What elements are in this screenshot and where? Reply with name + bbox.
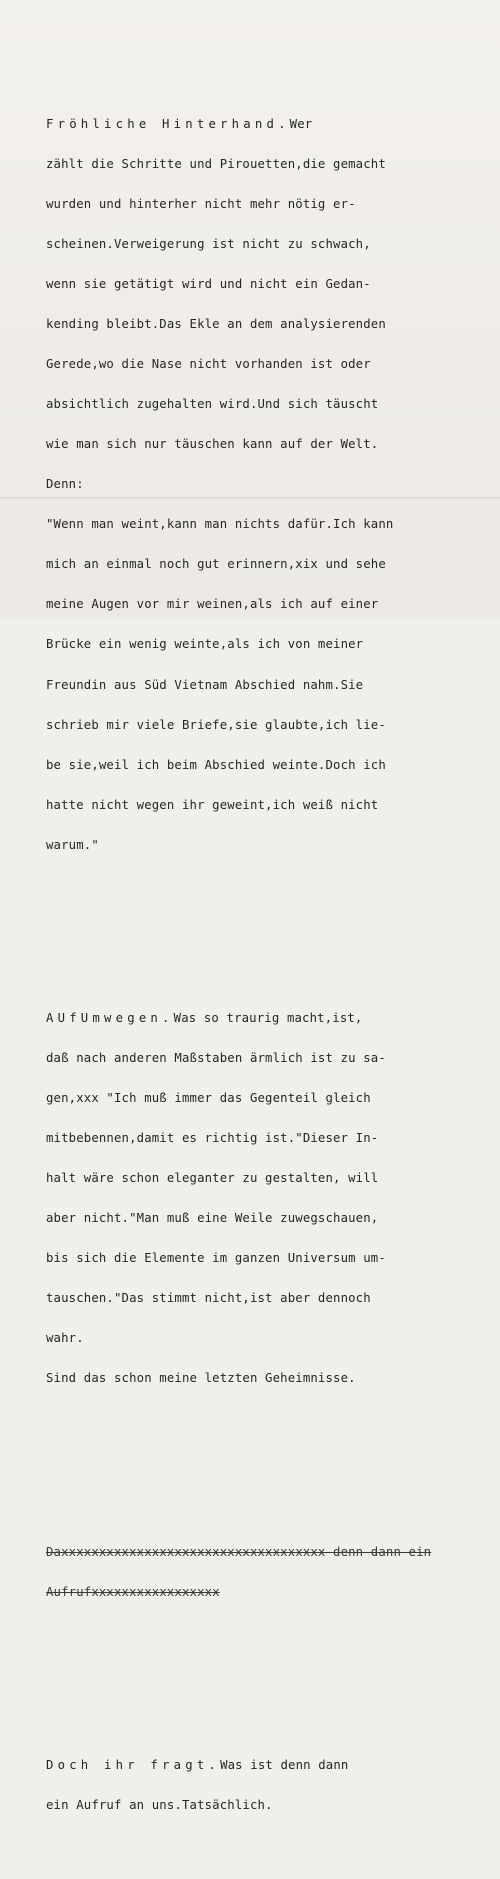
text-line: mitbebennen,damit es richtig ist."Dieser In- xyxy=(46,1131,379,1146)
text-line: schrieb mir viele Briefe,sie glaubte,ich lie- xyxy=(46,717,386,732)
text-line: hatte nicht wegen ihr geweint,ich weiß nicht xyxy=(46,797,379,812)
text-line: wie man sich nur täuschen kann auf der Welt. xyxy=(46,437,379,452)
text-line: Freundin aus Süd Vietnam Abschied nahm.Sie xyxy=(46,677,364,692)
text-line: meine Augen vor mir weinen,als ich auf einer xyxy=(46,597,379,612)
paragraph-struck-through xyxy=(46,1519,486,1626)
text-line: mich an einmal noch gut erinnern,xix und sehe xyxy=(46,557,386,572)
paragraph-gap xyxy=(46,919,486,932)
text-line: bis sich die Elemente im ganzen Universum um- xyxy=(46,1251,386,1266)
text-line: Denn: xyxy=(46,477,84,492)
text-line: gen,xxx "Ich muß immer das Gegenteil gleich xyxy=(46,1091,371,1106)
struck-text-line: Aufrufxxxxxxxxxxxxxxxxx xyxy=(46,1584,220,1599)
section-heading: Fröhliche Hinterhand. xyxy=(46,117,290,132)
paragraph-doch-ihr-fragt xyxy=(46,1733,486,1840)
text-line: aber nicht."Man muß eine Weile zuwegschauen, xyxy=(46,1211,379,1226)
paragraph-gap xyxy=(46,1666,486,1679)
text-line: Gerede,wo die Nase nicht vorhanden ist oder xyxy=(46,357,371,372)
text-line: halt wäre schon eleganter zu gestalten, will xyxy=(46,1171,379,1186)
text-line: warum." xyxy=(46,837,99,852)
text-line: scheinen.Verweigerung ist nicht zu schwach, xyxy=(46,237,371,252)
text-line xyxy=(46,118,486,131)
text-line: wenn sie getätigt wird und nicht ein Gedan- xyxy=(46,277,371,292)
text-fragment: Was so traurig macht,ist, xyxy=(173,1011,363,1026)
text-line: wurden und hinterher nicht mehr nötig er- xyxy=(46,197,356,212)
text-line xyxy=(46,1012,486,1025)
text-fragment: Was ist denn dann xyxy=(220,1758,349,1773)
text-line xyxy=(46,1759,486,1772)
text-line: "Wenn man weint,kann man nichts dafür.Ich kann xyxy=(46,517,394,532)
text-line: Brücke ein wenig weinte,als ich von meiner xyxy=(46,637,364,652)
section-heading: AUfUmwegen. xyxy=(46,1011,174,1026)
text-line: wahr. xyxy=(46,1331,84,1346)
section-heading: Doch ihr fragt. xyxy=(46,1758,221,1773)
text-line: zählt die Schritte und Pirouetten,die gemacht xyxy=(46,157,386,172)
text-line: be sie,weil ich beim Abschied weinte.Doch ich xyxy=(46,757,386,772)
paragraph-gap xyxy=(46,1452,486,1465)
typed-text-body xyxy=(46,38,486,1879)
paragraph-auf-umwegen xyxy=(46,985,486,1412)
text-line: tauschen."Das stimmt nicht,ist aber dennoch xyxy=(46,1291,371,1306)
text-line: absichtlich zugehalten wird.Und sich täuscht xyxy=(46,397,379,412)
struck-text-line: Daxxxxxxxxxxxxxxxxxxxxxxxxxxxxxxxxxxx denn dann ein xyxy=(46,1544,432,1559)
text-line: kending bleibt.Das Ekle an dem analysierenden xyxy=(46,317,386,332)
text-line: Sind das schon meine letzten Geheimnisse. xyxy=(46,1371,356,1386)
text-line: ein Aufruf an uns.Tatsächlich. xyxy=(46,1798,273,1813)
text-line: daß nach anderen Maßstaben ärmlich ist zu sa- xyxy=(46,1051,386,1066)
paragraph-froehliche-hinterhand xyxy=(46,91,486,878)
text-fragment: Wer xyxy=(289,117,313,132)
